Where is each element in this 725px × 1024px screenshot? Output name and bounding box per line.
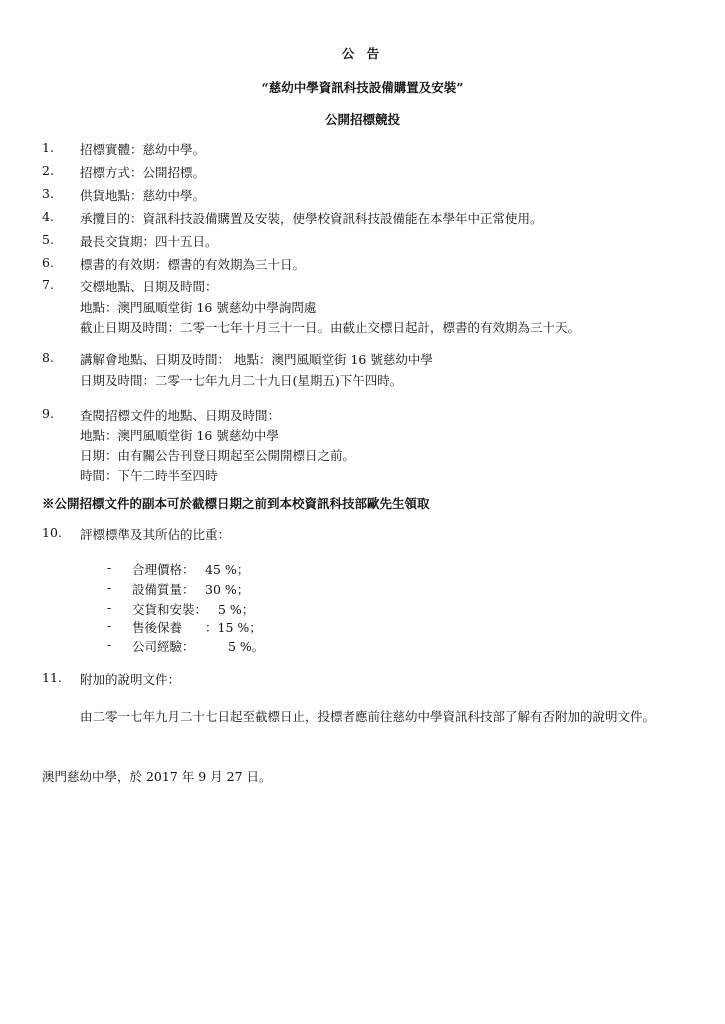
item-inspection-place: 地點：澳門風順堂街 16 號慈幼中學	[80, 428, 279, 443]
item-submission-place: 地點：澳門風順堂街 16 號慈幼中學詢問處	[80, 300, 317, 315]
copy-note: ※公開招標文件的副本可於截標日期之前到本校資訊科技部歐先生領取	[42, 496, 430, 511]
item-tender-method: 招標方式：公開招標。	[80, 165, 206, 180]
criterion-weight: 45 %；	[205, 562, 250, 577]
criterion-name: 合理價格：	[132, 562, 195, 577]
additional-docs-paragraph: 由二零一七年九月二十七日起至截標日止，投標者應前往慈幼中學資訊科技部了解有否附加的說明文件。	[80, 709, 656, 724]
criterion-name: 售後保養	[132, 620, 183, 635]
item-tender-entity: 招標實體：慈幼中學。	[80, 142, 206, 157]
item-submission-heading: 交標地點、日期及時間：	[80, 279, 218, 294]
item-number: 3.	[42, 186, 54, 201]
page-title: 公 告	[341, 46, 384, 61]
bullet-dash: -	[107, 580, 112, 595]
criterion-name: 設備質量：	[132, 582, 195, 597]
item-delivery-period: 最長交貨期：四十五日。	[80, 234, 218, 249]
item-purpose: 承攬目的：資訊科技設備購置及安裝，使學校資訊科技設備能在本學年中正常使用。	[80, 211, 543, 226]
bullet-dash: -	[107, 637, 112, 652]
item-validity: 標書的有效期：標書的有效期為三十日。	[80, 257, 306, 272]
bullet-dash: -	[107, 560, 112, 575]
item-inspection-time: 時間：下午二時半至四時	[80, 468, 218, 483]
criterion-weight: ：15 %；	[205, 620, 262, 635]
item-number: 7.	[42, 277, 54, 292]
tender-type-heading: 公開招標競投	[324, 112, 400, 127]
item-delivery-place: 供貨地點：慈幼中學。	[80, 188, 206, 203]
item-additional-docs-heading: 附加的說明文件：	[80, 672, 181, 687]
item-briefing-datetime: 日期及時間：二零一七年九月二十九日(星期五)下午四時。	[80, 373, 403, 388]
item-number: 11.	[42, 670, 62, 685]
criterion-weight: 5 %；	[218, 602, 255, 617]
item-briefing-heading: 講解會地點、日期及時間： 地點：澳門風順堂街 16 號慈幼中學	[80, 352, 433, 367]
item-number: 1.	[42, 140, 54, 155]
item-number: 2.	[42, 163, 54, 178]
criterion-name: 交貨和安裝：	[132, 602, 208, 617]
item-inspection-date: 日期：由有關公告刊登日期起至公開開標日之前。	[80, 448, 356, 463]
project-title: “慈幼中學資訊科技設備購置及安裝”	[261, 80, 464, 95]
item-number: 8.	[42, 350, 54, 365]
item-number: 5.	[42, 232, 54, 247]
criterion-weight: 30 %；	[205, 582, 250, 597]
bullet-dash: -	[107, 618, 112, 633]
item-number: 10.	[42, 525, 62, 540]
item-number: 4.	[42, 209, 54, 224]
item-inspection-heading: 查閱招標文件的地點、日期及時間：	[80, 408, 281, 423]
item-criteria-heading: 評標標準及其所佔的比重：	[80, 527, 231, 542]
item-number: 6.	[42, 255, 54, 270]
criterion-weight: 5 %。	[228, 639, 265, 654]
signature-line: 澳門慈幼中學，於 2017 年 9 月 27 日。	[42, 769, 272, 784]
item-submission-deadline: 截止日期及時間：二零一七年十月三十一日。由截止交標日起計，標書的有效期為三十天。	[80, 320, 581, 335]
criterion-name: 公司經驗：	[132, 639, 195, 654]
bullet-dash: -	[107, 600, 112, 615]
item-number: 9.	[42, 406, 54, 421]
